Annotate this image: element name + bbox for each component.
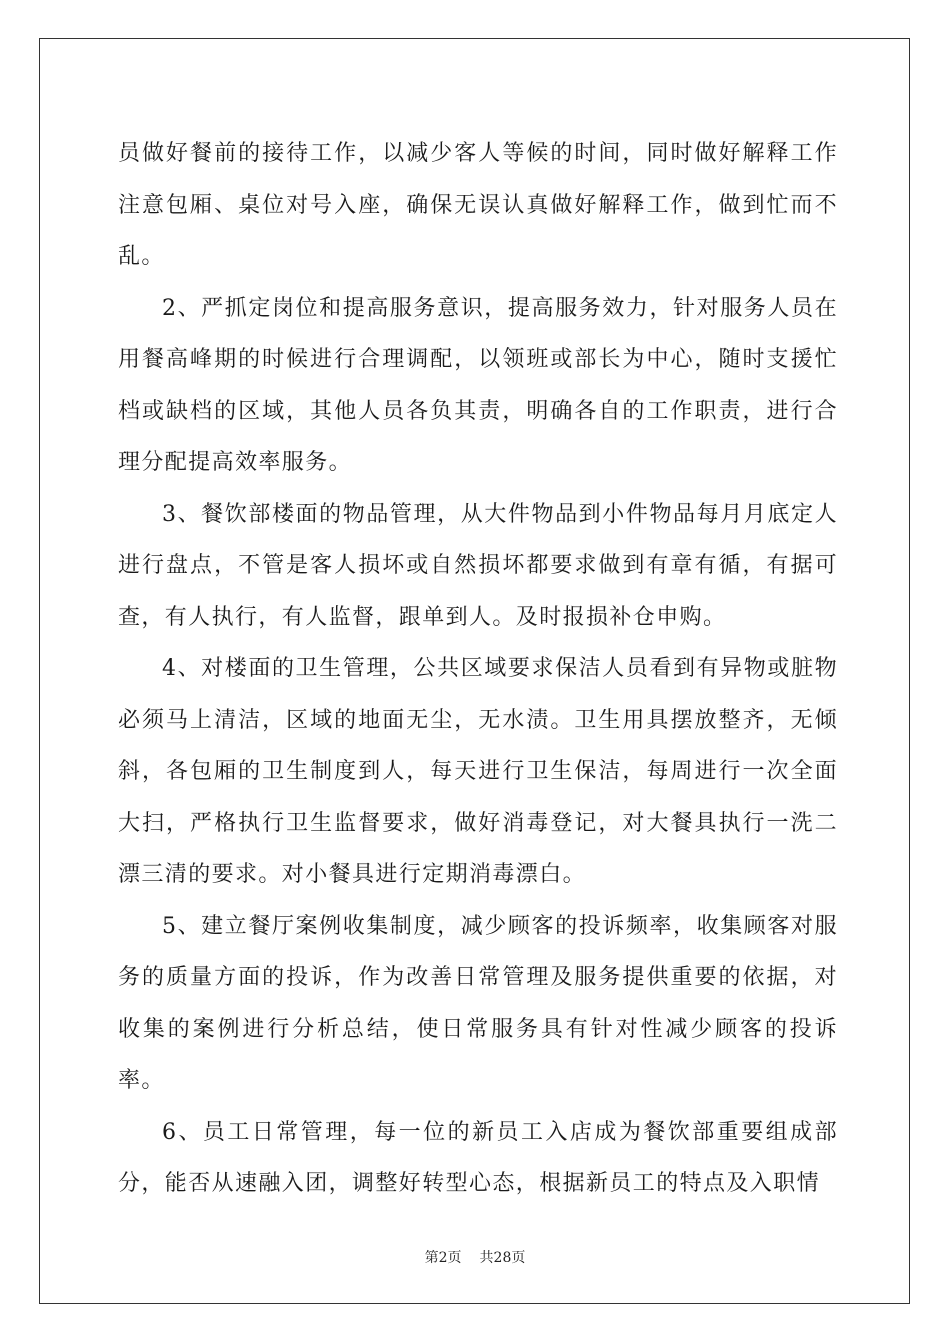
paragraph-1: 员做好餐前的接待工作，以减少客人等候的时间，同时做好解释工作注意包厢、桌位对号入座，确保无误认真做好解释工作，做到忙而不乱。 bbox=[118, 141, 838, 269]
page-number: 第2页 bbox=[424, 1250, 462, 1266]
document-body bbox=[118, 128, 838, 1210]
paragraph-3: 3、餐饮部楼面的物品管理，从大件物品到小件物品每月月底定人进行盘点，不管是客人损坏或自然损坏都要求做到有章有循，有据可查，有人执行，有人监督，跟单到人。及时报损补仓申购。 bbox=[118, 501, 838, 630]
paragraph-5: 5、建立餐厅案例收集制度，减少顾客的投诉频率，收集顾客对服务的质量方面的投诉，作为改善日常管理及服务提供重要的依据，对收集的案例进行分析总结，使日常服务具有针对性减少顾客的投诉率。 bbox=[118, 913, 838, 1093]
page-footer bbox=[0, 1247, 950, 1267]
paragraph-4: 4、对楼面的卫生管理，公共区域要求保洁人员看到有异物或脏物必须马上清洁，区域的地面无尘，无水渍。卫生用具摆放整齐，无倾斜，各包厢的卫生制度到人，每天进行卫生保洁，每周进行一次全面大扫，严格执行卫生监督要求，做好消毒登记，对大餐具执行一洗二漂三清的要求。对小餐具进行定期消毒漂白。 bbox=[118, 656, 838, 887]
paragraph-2: 2、严抓定岗位和提高服务意识，提高服务效力，针对服务人员在用餐高峰期的时候进行合理调配，以领班或部长为中心，随时支援忙档或缺档的区域，其他人员各负其责，明确各自的工作职责，进行合理分配提高效率服务。 bbox=[118, 295, 838, 475]
paragraph-6: 6、员工日常管理，每一位的新员工入店成为餐饮部重要组成部分，能否从速融入团，调整好转型心态，根据新员工的特点及入职情 bbox=[118, 1119, 838, 1196]
page-total: 共28页 bbox=[479, 1250, 526, 1266]
